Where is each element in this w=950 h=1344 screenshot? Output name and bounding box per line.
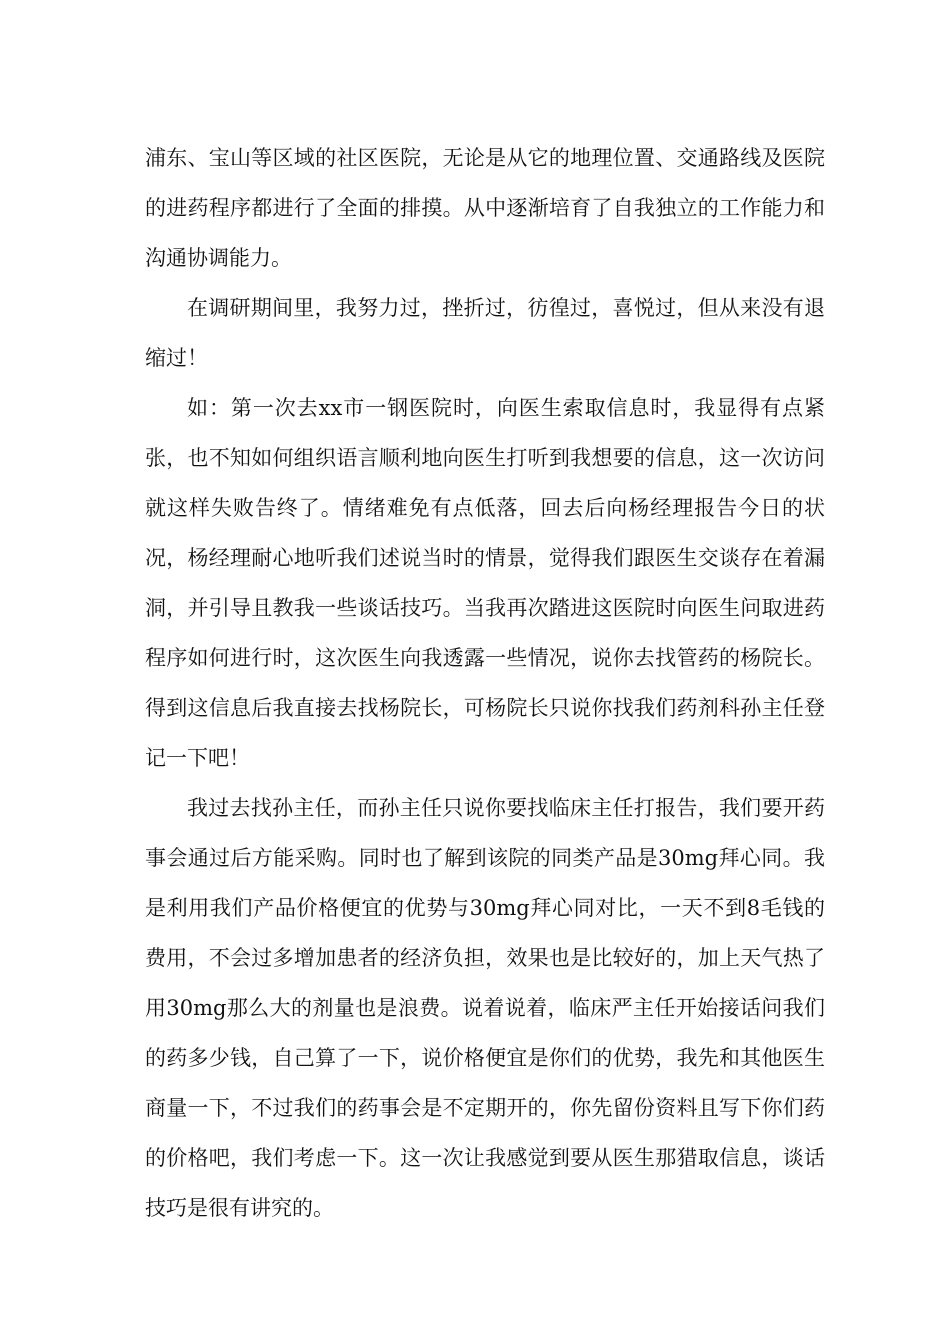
paragraph-1: 浦东、宝山等区域的社区医院，无论是从它的地理位置、交通路线及医院的进药程序都进行了全面的排摸。从中逐渐培育了自我独立的工作能力和沟通协调能力。 [145,146,825,270]
document-body [145,133,825,1233]
paragraph-4: 我过去找孙主任，而孙主任只说你要找临床主任打报告，我们要开药事会通过后方能采购。同时也了解到该院的同类产品是30mg拜心同。我是利用我们产品价格便宜的优势与30mg拜心同对比，一天不到8毛钱的费用，不会过多增加患者的经济负担，效果也是比较好的，加上天气热了用30mg那么大的剂量也是浪费。说着说着，临床严主任开始接话问我们的药多少钱，自己算了一下，说价格便宜是你们的优势，我先和其他医生商量一下，不过我们的药事会是不定期开的，你先留份资料且写下你们药的价格吧，我们考虑一下。这一次让我感觉到要从医生那猎取信息，谈话技巧是很有讲究的。 [145,796,825,1220]
paragraph-2: 在调研期间里，我努力过，挫折过，彷徨过，喜悦过，但从来没有退缩过！ [145,296,825,370]
paragraph-3: 如：第一次去xx市一钢医院时，向医生索取信息时，我显得有点紧张，也不知如何组织语言顺利地向医生打听到我想要的信息，这一次访问就这样失败告终了。情绪难免有点低落，回去后向杨经理报告今日的状况，杨经理耐心地听我们述说当时的情景，觉得我们跟医生交谈存在着漏洞，并引导且教我一些谈话技巧。当我再次踏进这医院时向医生问取进药程序如何进行时，这次医生向我透露一些情况，说你去找管药的杨院长。得到这信息后我直接去找杨院长，可杨院长只说你找我们药剂科孙主任登记一下吧！ [145,396,825,770]
